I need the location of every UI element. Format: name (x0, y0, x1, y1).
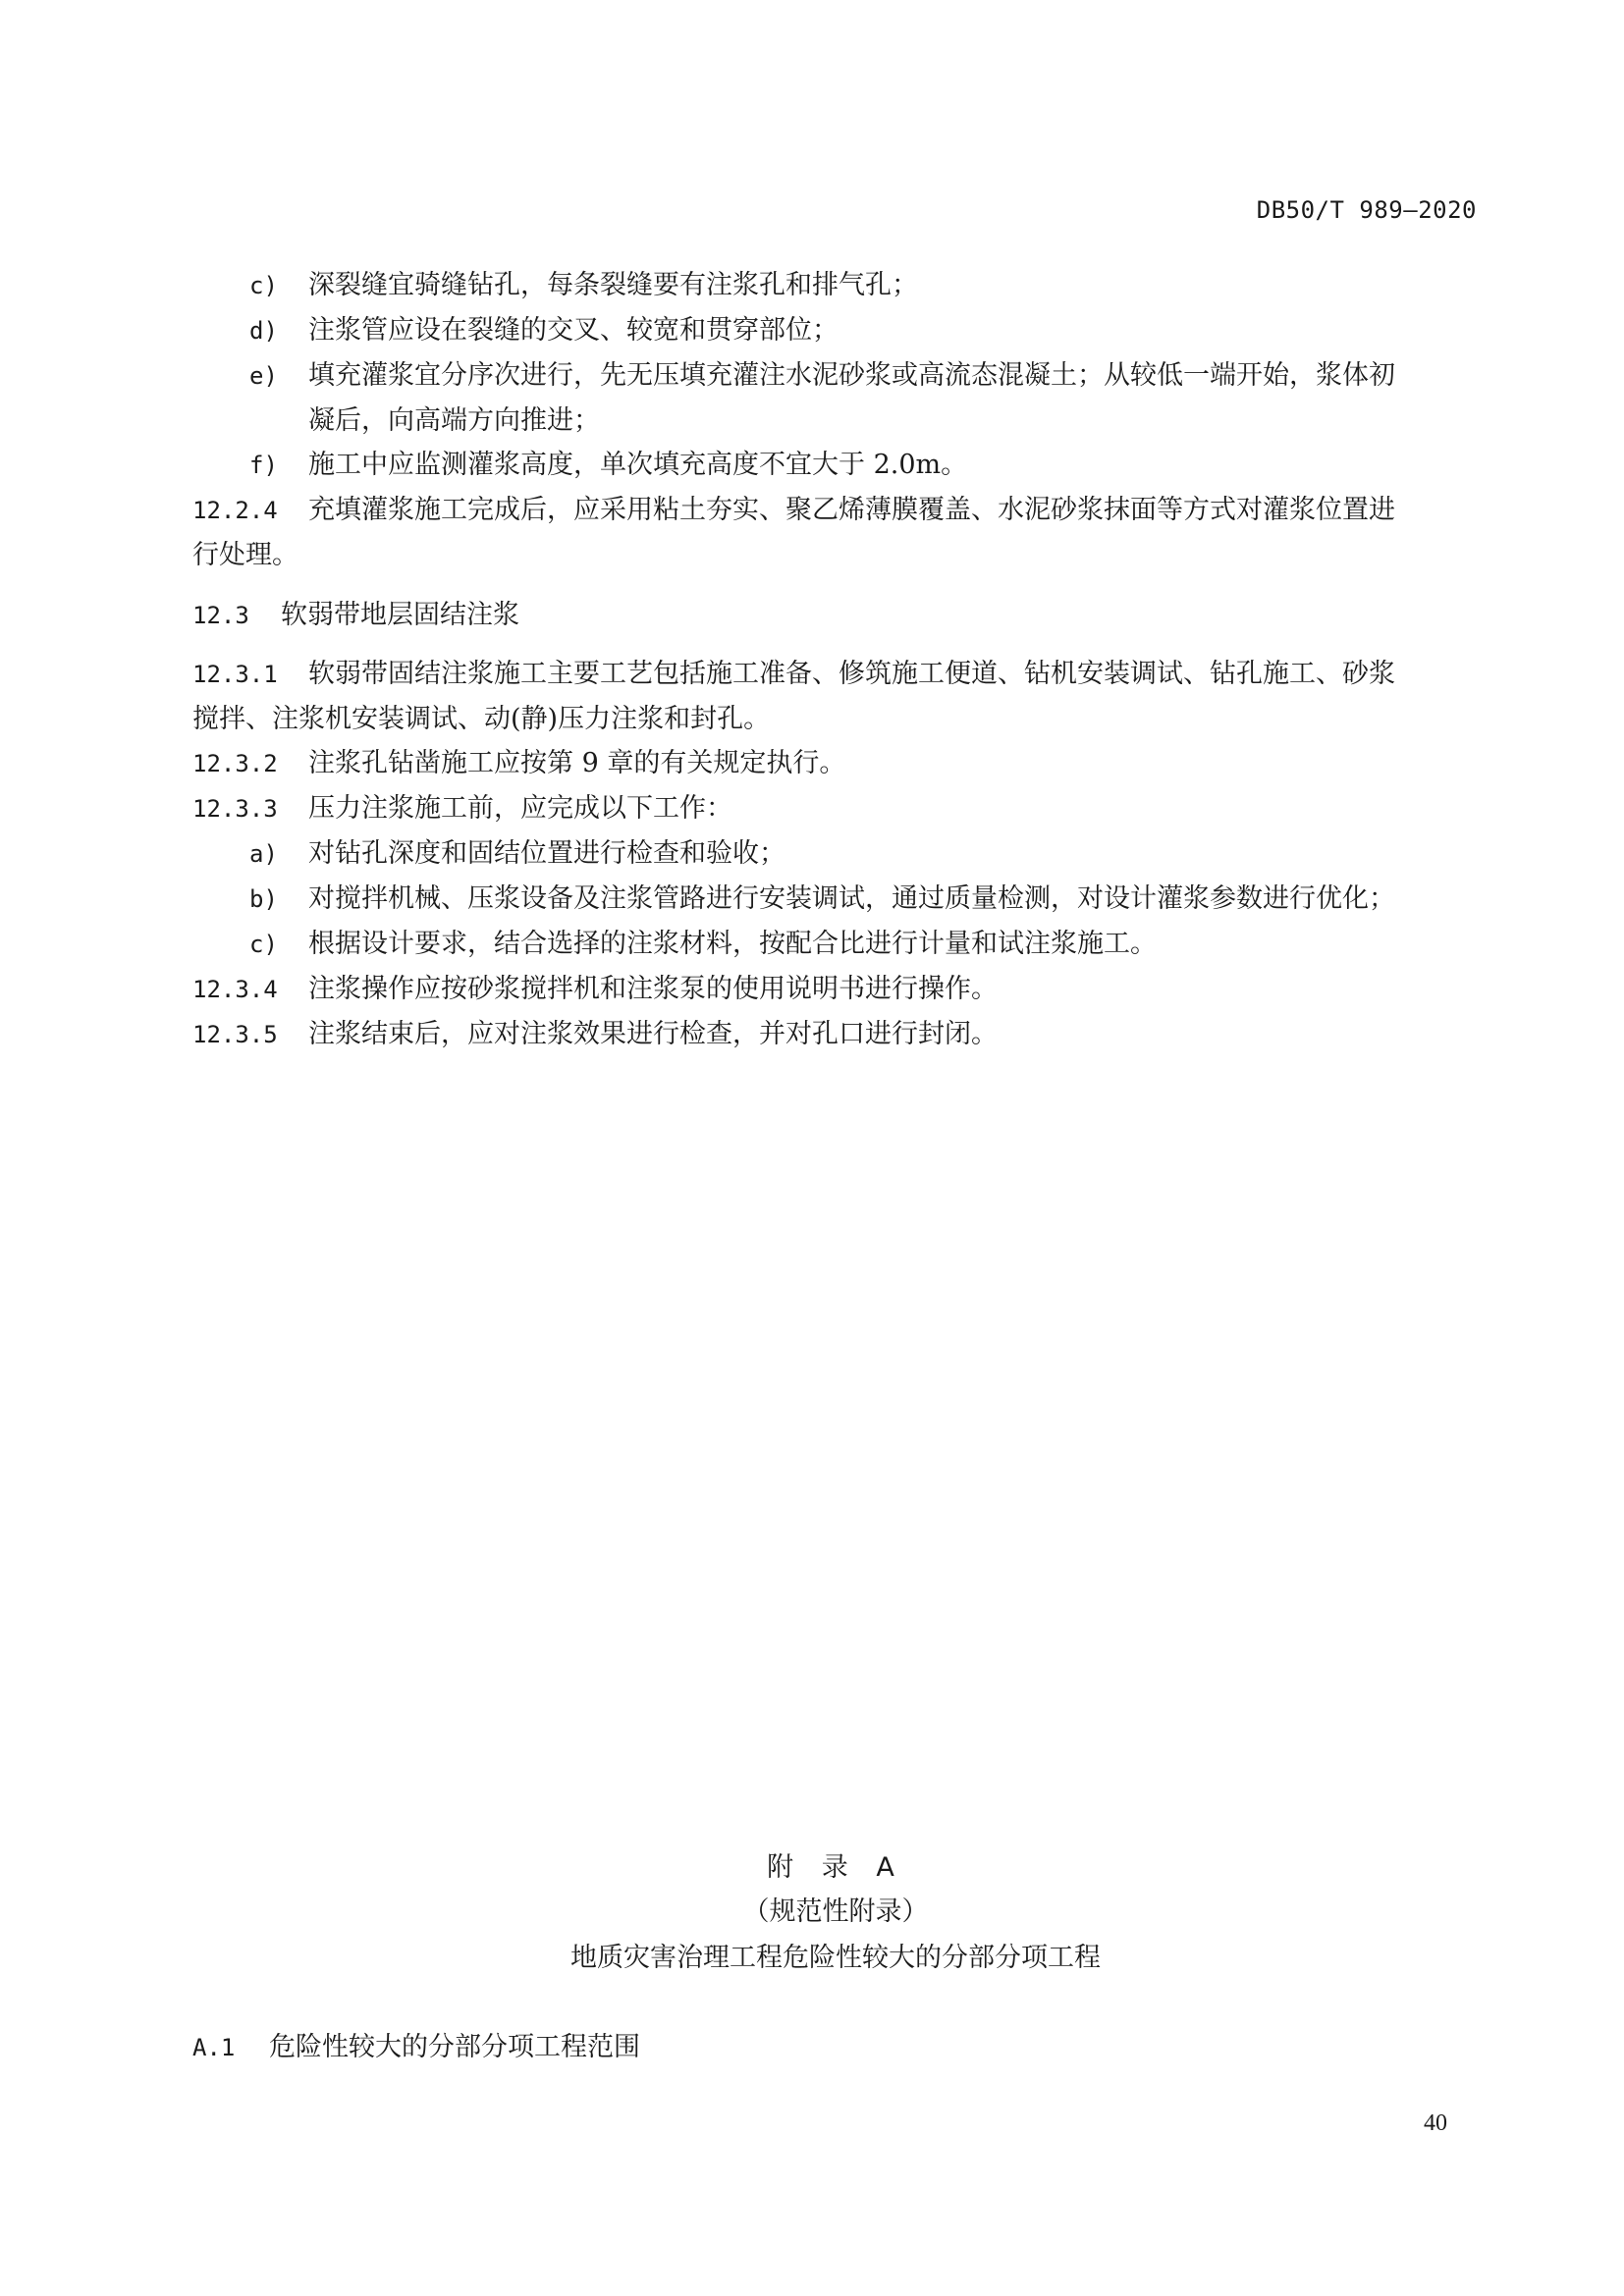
list-marker: b) (249, 885, 278, 913)
clause-number: 12.2.4 (192, 497, 278, 524)
section-number: A.1 (192, 2034, 236, 2061)
appendix-normative-note: （规范性附录） (742, 1896, 929, 1927)
section-title: 软弱带地层固结注浆 (281, 600, 519, 630)
clause-text: 充填灌浆施工完成后，应采用粘土夯实、聚乙烯薄膜覆盖、水泥砂浆抹面等方式对灌浆位置进 (308, 495, 1395, 525)
clause-12-3-5 (192, 1012, 1479, 1057)
clause-12-3-1-continuation (192, 697, 1479, 741)
clause-12-3-1 (192, 652, 1479, 697)
list-item (192, 263, 1479, 308)
list-marker: c) (249, 931, 278, 958)
clause-text: 注浆操作应按砂浆搅拌机和注浆泵的使用说明书进行操作。 (308, 974, 998, 1004)
clause-text-continued: 搅拌、注浆机安装调试、动(静)压力注浆和封孔。 (192, 704, 771, 734)
section-number: 12.3 (192, 602, 249, 629)
list-marker: a) (249, 840, 278, 868)
section-title: 危险性较大的分部分项工程范围 (269, 2032, 640, 2062)
list-item (192, 831, 1479, 877)
document-body (192, 263, 1479, 1057)
clause-text-continued: 行处理。 (192, 540, 298, 570)
list-item-continuation (192, 399, 1479, 443)
list-marker: d) (249, 317, 278, 345)
section-heading-a-1 (192, 2025, 640, 2063)
section-heading-12-3 (192, 593, 1479, 638)
list-item (192, 308, 1479, 353)
list-item (192, 922, 1479, 967)
list-item-text: 对搅拌机械、压浆设备及注浆管路进行安装调试，通过质量检测，对设计灌浆参数进行优化； (308, 883, 1395, 914)
list-item-text: 根据设计要求，结合选择的注浆材料，按配合比进行计量和试注浆施工。 (308, 929, 1157, 959)
list-item-text: 施工中应监测灌浆高度，单次填充高度不宜大于 2.0m。 (308, 450, 968, 480)
list-item-text: 深裂缝宜骑缝钻孔，每条裂缝要有注浆孔和排气孔； (308, 270, 918, 300)
clause-text: 注浆结束后，应对注浆效果进行检查，并对孔口进行封闭。 (308, 1019, 998, 1049)
clause-12-3-4 (192, 967, 1479, 1012)
list-item-text: 注浆管应设在裂缝的交叉、较宽和贯穿部位； (308, 315, 839, 346)
clause-text: 注浆孔钻凿施工应按第 9 章的有关规定执行。 (308, 748, 846, 778)
clause-12-3-2 (192, 741, 1479, 786)
appendix-title: 附 录 A (767, 1852, 904, 1883)
clause-12-2-4 (192, 488, 1479, 533)
list-marker: f) (249, 452, 278, 479)
document-code-header: DB50/T 989—2020 (1256, 196, 1477, 224)
list-item-text: 对钻孔深度和固结位置进行检查和验收； (308, 838, 785, 869)
clause-number: 12.3.2 (192, 750, 278, 777)
list-marker: c) (249, 272, 278, 299)
list-marker: e) (249, 362, 278, 390)
appendix-name: 地质灾害治理工程危险性较大的分部分项工程 (570, 1943, 1101, 1973)
list-item (192, 353, 1479, 399)
clause-12-3-3 (192, 786, 1479, 831)
clause-number: 12.3.5 (192, 1021, 278, 1048)
clause-number: 12.3.3 (192, 795, 278, 823)
clause-text: 压力注浆施工前，应完成以下工作： (308, 793, 732, 824)
clause-12-2-4-continuation (192, 533, 1479, 577)
list-item (192, 877, 1479, 922)
clause-text: 软弱带固结注浆施工主要工艺包括施工准备、修筑施工便道、钻机安装调试、钻孔施工、砂浆 (308, 659, 1395, 689)
page-number: 40 (1424, 2110, 1447, 2136)
list-item-text-continued: 凝后，向高端方向推进； (308, 405, 600, 436)
clause-number: 12.3.1 (192, 661, 278, 688)
list-item (192, 443, 1479, 488)
list-item-text: 填充灌浆宜分序次进行，先无压填充灌注水泥砂浆或高流态混凝土；从较低一端开始，浆体初 (308, 360, 1395, 391)
clause-number: 12.3.4 (192, 976, 278, 1003)
